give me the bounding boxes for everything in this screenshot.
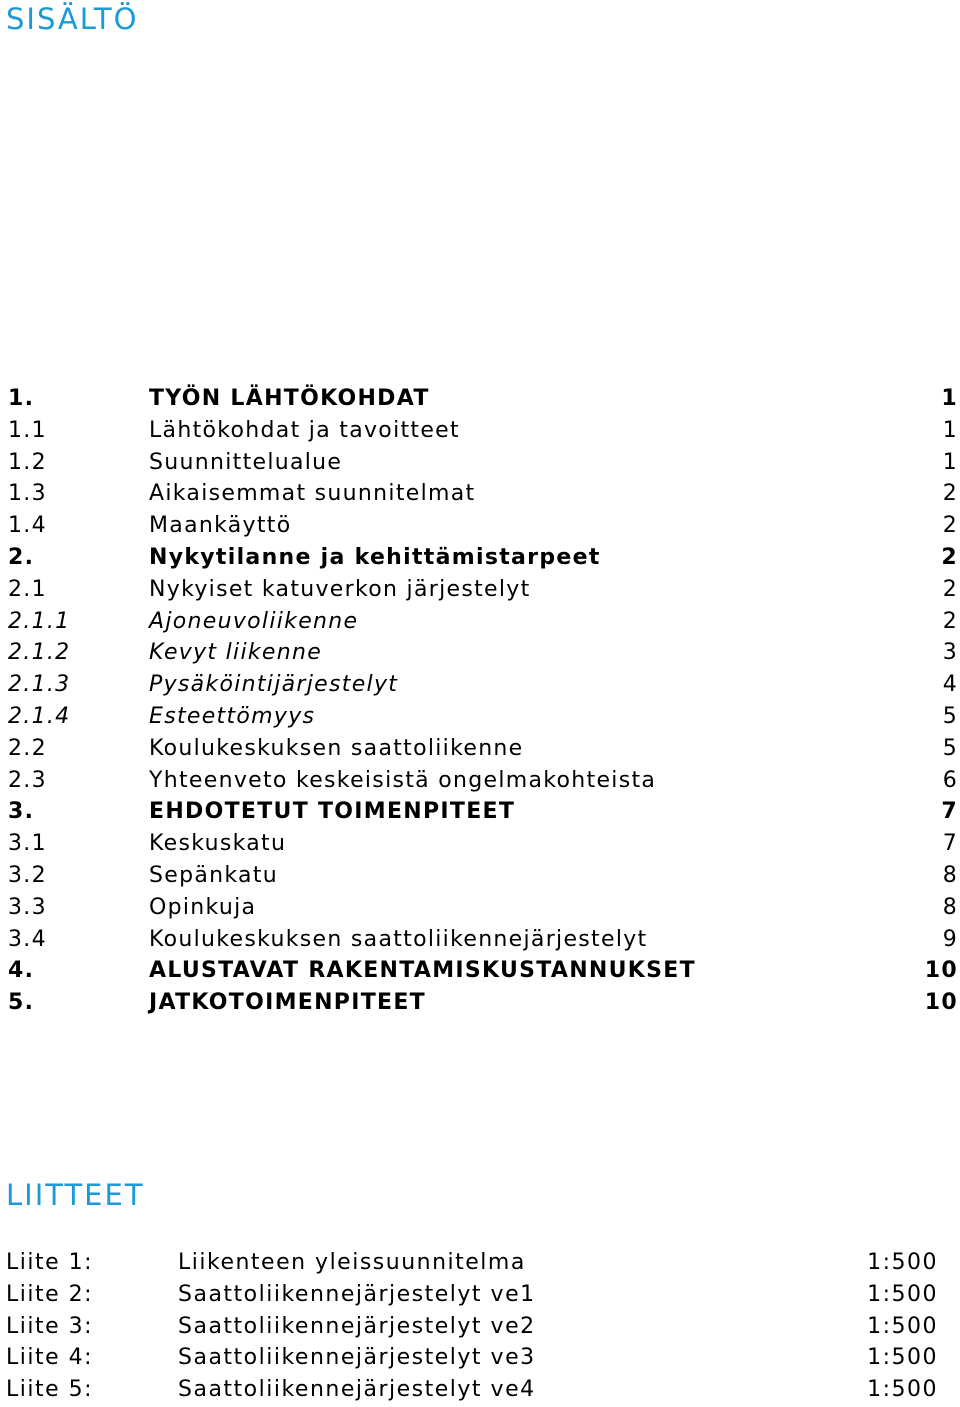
toc-row	[0, 415, 960, 447]
appendix-title: Saattoliikennejärjestelyt ve4	[178, 1377, 536, 1403]
appendix-scale: 1:500	[867, 1313, 938, 1339]
toc-title: Suunnittelualue	[149, 449, 343, 475]
toc-number: 1.	[8, 386, 35, 411]
appendix-row	[0, 1342, 960, 1374]
toc-number: 3.	[8, 799, 35, 825]
toc-page-number: 7	[941, 799, 958, 825]
toc-title: Pysäköintijärjestelyt	[149, 672, 399, 698]
appendix-label: Liite 4:	[6, 1345, 94, 1371]
toc-page-number: 2	[942, 513, 958, 539]
toc-row	[0, 924, 960, 956]
toc-row	[0, 765, 960, 797]
toc-row	[0, 733, 960, 765]
toc-number: 3.2	[8, 862, 47, 888]
toc-page-number: 2	[941, 544, 958, 570]
toc-title: ALUSTAVAT RAKENTAMISKUSTANNUKSET	[149, 958, 696, 984]
toc-page-number: 5	[942, 703, 958, 729]
appendix-title: Saattoliikennejärjestelyt ve2	[178, 1313, 536, 1339]
toc-title: EHDOTETUT TOIMENPITEET	[149, 799, 516, 825]
toc-page-number: 3	[942, 640, 958, 666]
toc-row	[0, 606, 960, 638]
toc-title: Yhteenveto keskeisistä ongelmakohteista	[149, 767, 657, 793]
table-of-contents	[0, 383, 960, 1019]
appendices-heading: LIITTEET	[6, 1178, 145, 1212]
toc-number: 2.	[8, 544, 35, 570]
toc-page-number: 4	[942, 672, 958, 698]
appendix-row	[0, 1247, 960, 1279]
toc-page-number: 6	[942, 767, 958, 793]
toc-number: 1.4	[8, 513, 47, 539]
appendix-scale: 1:500	[867, 1377, 938, 1403]
toc-row	[0, 701, 960, 733]
toc-page-number: 1	[942, 449, 958, 475]
toc-row	[0, 987, 960, 1019]
toc-title: Lähtökohdat ja tavoitteet	[149, 417, 460, 443]
toc-number: 2.1.4	[8, 703, 71, 729]
toc-title: Maankäyttö	[149, 513, 292, 539]
toc-row	[0, 574, 960, 606]
appendix-list	[0, 1247, 960, 1406]
appendix-row	[0, 1311, 960, 1343]
toc-page-number: 1	[942, 417, 958, 443]
toc-page-number: 8	[942, 894, 958, 920]
appendix-scale: 1:500	[867, 1281, 938, 1307]
toc-number: 3.4	[8, 926, 47, 952]
appendix-title: Liikenteen yleissuunnitelma	[178, 1250, 526, 1275]
toc-row	[0, 383, 960, 415]
toc-row	[0, 669, 960, 701]
toc-number: 2.1.1	[8, 608, 71, 634]
toc-row	[0, 828, 960, 860]
toc-title: Opinkuja	[149, 894, 257, 920]
toc-number: 2.3	[8, 767, 47, 793]
appendix-label: Liite 5:	[6, 1377, 94, 1403]
toc-page-number: 2	[942, 481, 958, 507]
contents-heading: SISÄLTÖ	[6, 2, 139, 36]
toc-page-number: 10	[924, 990, 958, 1016]
appendix-scale: 1:500	[867, 1250, 938, 1275]
toc-number: 3.1	[8, 831, 47, 857]
toc-number: 1.3	[8, 481, 47, 507]
toc-page-number: 1	[941, 386, 958, 411]
toc-title: Koulukeskuksen saattoliikenne	[149, 735, 524, 761]
toc-number: 2.1	[8, 576, 47, 602]
toc-page-number: 5	[942, 735, 958, 761]
toc-page-number: 9	[942, 926, 958, 952]
toc-number: 2.1.3	[8, 672, 71, 698]
toc-page-number: 2	[942, 608, 958, 634]
toc-page-number: 10	[924, 958, 958, 984]
toc-title: Ajoneuvoliikenne	[149, 608, 359, 634]
appendix-label: Liite 1:	[6, 1250, 94, 1275]
appendix-title: Saattoliikennejärjestelyt ve3	[178, 1345, 536, 1371]
toc-title: Esteettömyys	[149, 703, 316, 729]
toc-title: Keskuskatu	[149, 831, 287, 857]
toc-page-number: 7	[942, 831, 958, 857]
toc-number: 1.1	[8, 417, 47, 443]
toc-number: 4.	[8, 958, 35, 984]
toc-number: 3.3	[8, 894, 47, 920]
appendix-row	[0, 1279, 960, 1311]
toc-row	[0, 796, 960, 828]
toc-number: 2.2	[8, 735, 47, 761]
appendix-scale: 1:500	[867, 1345, 938, 1371]
toc-row	[0, 510, 960, 542]
toc-title: Nykyiset katuverkon järjestelyt	[149, 576, 531, 602]
toc-title: Sepänkatu	[149, 862, 278, 888]
toc-row	[0, 447, 960, 479]
toc-title: Aikaisemmat suunnitelmat	[149, 481, 476, 507]
appendix-label: Liite 2:	[6, 1281, 94, 1307]
toc-page-number: 8	[942, 862, 958, 888]
toc-number: 2.1.2	[8, 640, 71, 666]
toc-number: 1.2	[8, 449, 47, 475]
toc-row	[0, 892, 960, 924]
appendix-title: Saattoliikennejärjestelyt ve1	[178, 1281, 536, 1307]
toc-title: Kevyt liikenne	[149, 640, 323, 666]
toc-row	[0, 637, 960, 669]
toc-row	[0, 955, 960, 987]
toc-title: Nykytilanne ja kehittämistarpeet	[149, 544, 601, 570]
toc-row	[0, 542, 960, 574]
toc-row	[0, 860, 960, 892]
toc-number: 5.	[8, 990, 35, 1016]
toc-title: Koulukeskuksen saattoliikennejärjestelyt	[149, 926, 648, 952]
toc-page-number: 2	[942, 576, 958, 602]
toc-title: TYÖN LÄHTÖKOHDAT	[149, 386, 430, 411]
toc-row	[0, 478, 960, 510]
appendix-row	[0, 1374, 960, 1406]
appendix-label: Liite 3:	[6, 1313, 94, 1339]
toc-title: JATKOTOIMENPITEET	[149, 990, 426, 1016]
